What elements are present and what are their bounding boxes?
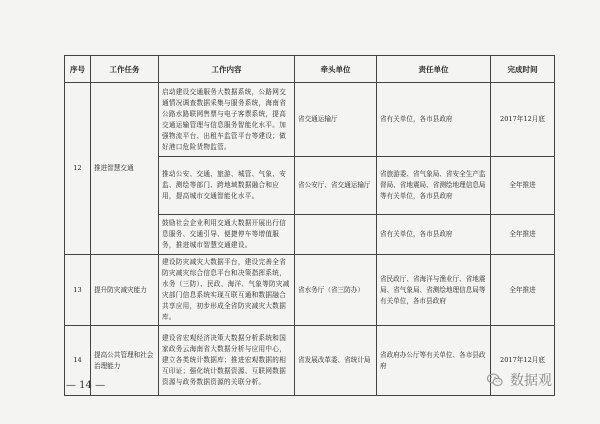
row-14-task: 提高公共管理和社会治理能力 [91, 326, 159, 396]
row-12-task: 推进智慧交通 [91, 83, 159, 255]
row-14-content: 建设省宏观经济决策大数据分析系统和国家政务云海南省大数据分析与应用中心，建立各类统计数据库；推进宏观数据的相互印证；强化统计数据资源、互联网数据资源与政务数据资源的关联分析。 [159, 326, 295, 396]
header-task: 工作任务 [91, 56, 159, 83]
row-12b-resp: 省旅游委、省气象局、省安全生产监督局、省地震局、省测绘地理信息局等有关单位，各市县政府 [377, 157, 491, 215]
row-14-lead: 省发展改革委、省统计局 [295, 326, 377, 396]
row-12c-time: 全年推进 [491, 215, 555, 255]
row-13-number: 13 [65, 255, 91, 326]
row-13-content: 建设防灾减灾大数据平台，建设完善全省防灾减灾综合信息平台和决策指挥系统，水务（三防）、民政、海洋、气象等防灾减灾部门信息系统实现互联互通和数据融合共享应用，初步形成全省防灾减灾大数据库。 [159, 255, 295, 326]
table-row [65, 255, 555, 326]
row-12a-lead: 省交通运输厅 [295, 83, 377, 157]
row-12b-content: 推动公安、交通、旅游、城管、气象、安监、测绘等部门、跨地域数据融合和应用，提高城市交通智能化水平。 [159, 157, 295, 215]
row-14-time: 2017年12月底 [491, 326, 555, 396]
row-13-task: 提升防灾减灾能力 [91, 255, 159, 326]
watermark-text: 数据观 [510, 373, 552, 389]
row-14-number: 14 [65, 326, 91, 396]
row-12a-content: 启动建设交通服务大数据系统，公路网交通情况调查数据采集与服务系统，海南省公路水路联网售票与电子客票系统，提高交通运输管理与信息服务智能化水平。加强物流平台、出租车监管平台等建设；做好港口危险货物监管。 [159, 83, 295, 157]
row-13-time: 全年推进 [491, 255, 555, 326]
row-12c-content: 鼓励社会企业利用交通大数据开展出行信息服务、交通引导、便捷停车等增值服务，推进城市智慧交通建设。 [159, 215, 295, 255]
header-resp: 责任单位 [377, 56, 491, 83]
row-12b-lead: 省公安厅、省交通运输厅 [295, 157, 377, 215]
row-12c-lead [295, 215, 377, 255]
header-no: 序号 [65, 56, 91, 83]
header-time: 完成时间 [491, 56, 555, 83]
row-12b-time: 全年推进 [491, 157, 555, 215]
row-13-resp: 省民政厅、省海洋与渔业厅、省地震局、省气象局、省测绘地理信息局等有关单位，各市县政府 [377, 255, 491, 326]
row-12-number: 12 [65, 83, 91, 255]
row-14-resp: 省政府办公厅等有关单位、各市县政府 [377, 326, 491, 396]
header-lead: 牵头单位 [295, 56, 377, 83]
table-row [65, 83, 555, 157]
table-header-row [65, 56, 555, 83]
wechat-icon [486, 371, 504, 389]
page-number: — 14 — [66, 380, 106, 391]
watermark [486, 370, 552, 390]
row-12c-resp: 省有关单位，各市县政府 [377, 215, 491, 255]
table-row [65, 326, 555, 396]
header-content: 工作内容 [159, 56, 295, 83]
task-table [64, 55, 555, 396]
row-12a-resp: 省有关单位，各市县政府 [377, 83, 491, 157]
row-13-lead: 省水务厅（省三防办） [295, 255, 377, 326]
row-12a-time: 2017年12月底 [491, 83, 555, 157]
